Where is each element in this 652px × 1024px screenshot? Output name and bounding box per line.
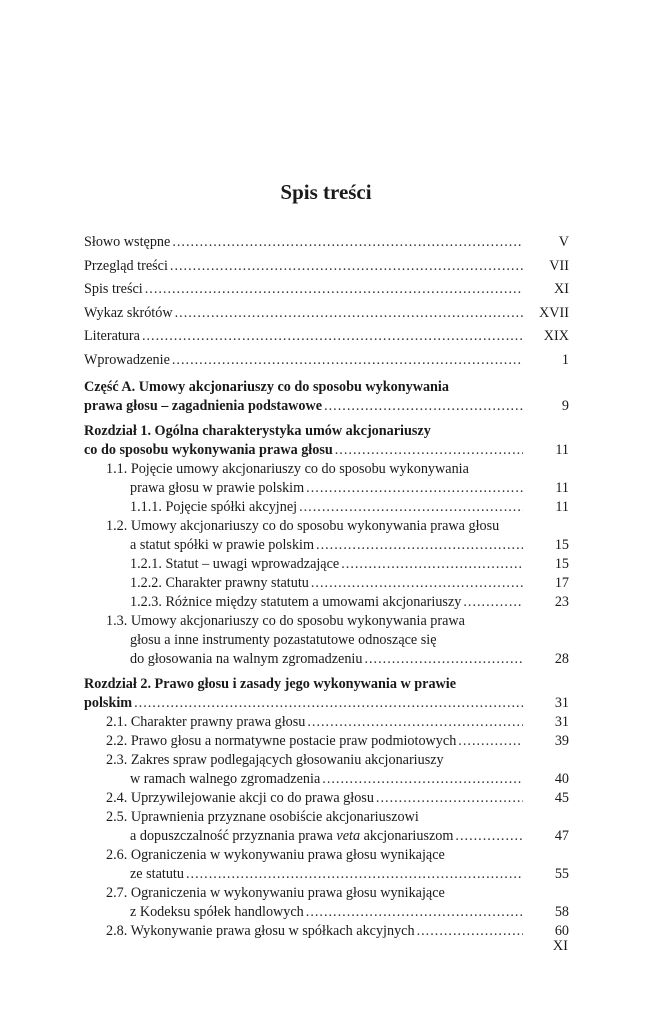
toc-entry-rozdzial-1 xyxy=(84,422,569,460)
entry-label: 1.2.1. Statut – uwagi wprowadzające xyxy=(130,556,340,572)
entry-label: 2.2. Prawo głosu a normatywne postacie praw podmiotowych xyxy=(106,733,457,749)
toc-entry-1-3 xyxy=(84,612,569,669)
entry-label: 2.1. Charakter prawny prawa głosu xyxy=(106,714,306,730)
entry-label: 2.4. Uprzywilejowanie akcji co do prawa głosu xyxy=(106,790,374,806)
entry-label-line2 xyxy=(130,827,453,846)
entry-label-line2: w ramach walnego zgromadzenia xyxy=(130,771,321,787)
entry-label: Wykaz skrótów xyxy=(84,304,173,321)
entry-label-line1: 1.3. Umowy akcjonariuszy co do sposobu wykonywania prawa xyxy=(106,613,465,629)
entry-label-line1: 2.3. Zakres spraw podlegających głosowaniu akcjonariuszy xyxy=(106,752,444,768)
entry-page: 11 xyxy=(555,499,569,515)
toc-entry-2-7 xyxy=(84,884,569,922)
entry-page: XI xyxy=(554,281,569,297)
entry-label-line2: głosu a inne instrumenty pozastatutowe odnoszące się xyxy=(130,632,437,648)
page-title: Spis treści xyxy=(280,180,372,204)
table-of-contents xyxy=(84,231,569,941)
entry-label: Wprowadzenie xyxy=(84,351,170,368)
toc-entry-1-2-2 xyxy=(84,574,569,593)
toc-entry-przeglad xyxy=(84,255,569,279)
entry-label-line1: 2.7. Ograniczenia w wykonywaniu prawa głosu wynikające xyxy=(106,885,445,901)
entry-label-line2: polskim xyxy=(84,695,133,711)
entry-label-line1: 2.6. Ograniczenia w wykonywaniu prawa głosu wynikające xyxy=(106,847,445,863)
entry-page: 45 xyxy=(554,790,569,806)
entry-label-line1: Część A. Umowy akcjonariuszy co do sposobu wykonywania xyxy=(84,379,449,395)
entry-label-line2: prawa głosu – zagadnienia podstawowe xyxy=(84,398,323,414)
toc-entry-czesc-a xyxy=(84,378,569,416)
entry-label: 1.1.1. Pojęcie spółki akcyjnej xyxy=(130,499,298,515)
entry-label-line2: ze statutu xyxy=(130,866,184,882)
entry-label: 1.2.3. Różnice między statutem a umowami akcjonariuszy xyxy=(130,594,462,610)
entry-label-part: akcjonariuszom xyxy=(360,828,454,844)
toc-entry-2-3 xyxy=(84,751,569,789)
entry-page: 17 xyxy=(554,575,569,591)
entry-page: 31 xyxy=(554,695,569,711)
entry-label-line3: do głosowania na walnym zgromadzeniu xyxy=(130,651,363,667)
toc-entry-literatura xyxy=(84,325,569,349)
entry-label-line1: Rozdział 1. Ogólna charakterystyka umów akcjonariuszy xyxy=(84,423,431,439)
entry-page: 58 xyxy=(554,904,569,920)
entry-label-line1: 1.1. Pojęcie umowy akcjonariuszy co do sposobu wykonywania xyxy=(106,461,469,477)
entry-page: 1 xyxy=(561,351,569,368)
toc-entry-1-1 xyxy=(84,460,569,498)
entry-label: Słowo wstępne xyxy=(84,234,171,250)
entry-label-italic: veta xyxy=(336,828,361,844)
toc-entry-2-5 xyxy=(84,808,569,846)
toc-entry-2-6 xyxy=(84,846,569,884)
entry-page: 11 xyxy=(555,480,569,496)
entry-page: 60 xyxy=(554,923,569,939)
entry-page: 11 xyxy=(555,442,569,458)
toc-entry-slowo xyxy=(84,231,569,255)
toc-entry-1-2-1 xyxy=(84,555,569,574)
entry-label-line2: a statut spółki w prawie polskim xyxy=(130,537,315,553)
page-number: XI xyxy=(552,938,568,954)
toc-entry-wprowadzenie xyxy=(84,349,569,373)
toc-entry-2-8 xyxy=(84,922,569,941)
entry-page: 39 xyxy=(554,733,569,749)
entry-page: 9 xyxy=(561,398,569,414)
entry-label: Spis treści xyxy=(84,281,143,297)
toc-entry-1-1-1 xyxy=(84,498,569,517)
toc-entry-spis xyxy=(84,278,569,302)
toc-entry-2-1 xyxy=(84,713,569,732)
entry-label-line2: prawa głosu w prawie polskim xyxy=(130,480,305,496)
entry-page: VII xyxy=(549,257,569,274)
toc-entry-1-2-3 xyxy=(84,593,569,612)
entry-page: 28 xyxy=(554,651,569,667)
entry-label-part: a dopuszczalność przyznania prawa xyxy=(130,828,337,844)
entry-page: XIX xyxy=(543,328,569,344)
entry-label: 2.8. Wykonywanie prawa głosu w spółkach akcyjnych xyxy=(106,923,415,939)
entry-page: 23 xyxy=(554,594,569,610)
entry-label-line1: 2.5. Uprawnienia przyznane osobiście akcjonariuszowi xyxy=(106,809,419,825)
entry-page: XVII xyxy=(539,304,569,321)
entry-label: Literatura xyxy=(84,328,140,344)
toc-entry-2-4 xyxy=(84,789,569,808)
entry-page: V xyxy=(558,234,569,250)
entry-page: 40 xyxy=(554,771,569,787)
entry-label-line1: Rozdział 2. Prawo głosu i zasady jego wykonywania w prawie xyxy=(84,676,457,692)
entry-page: 31 xyxy=(554,714,569,730)
entry-label-line1: 1.2. Umowy akcjonariuszy co do sposobu wykonywania prawa głosu xyxy=(106,518,500,534)
toc-entry-1-2 xyxy=(84,517,569,555)
entry-page: 47 xyxy=(554,828,569,844)
entry-page: 55 xyxy=(554,866,569,882)
entry-page: 15 xyxy=(554,556,569,572)
entry-label-line2: co do sposobu wykonywania prawa głosu xyxy=(84,442,333,458)
toc-entry-rozdzial-2 xyxy=(84,675,569,713)
entry-label-line2: z Kodeksu spółek handlowych xyxy=(130,904,304,920)
entry-label: Przegląd treści xyxy=(84,257,168,274)
entry-page: 15 xyxy=(554,537,569,553)
toc-entry-wykaz xyxy=(84,302,569,326)
toc-entry-2-2 xyxy=(84,732,569,751)
entry-label: 1.2.2. Charakter prawny statutu xyxy=(130,575,309,591)
